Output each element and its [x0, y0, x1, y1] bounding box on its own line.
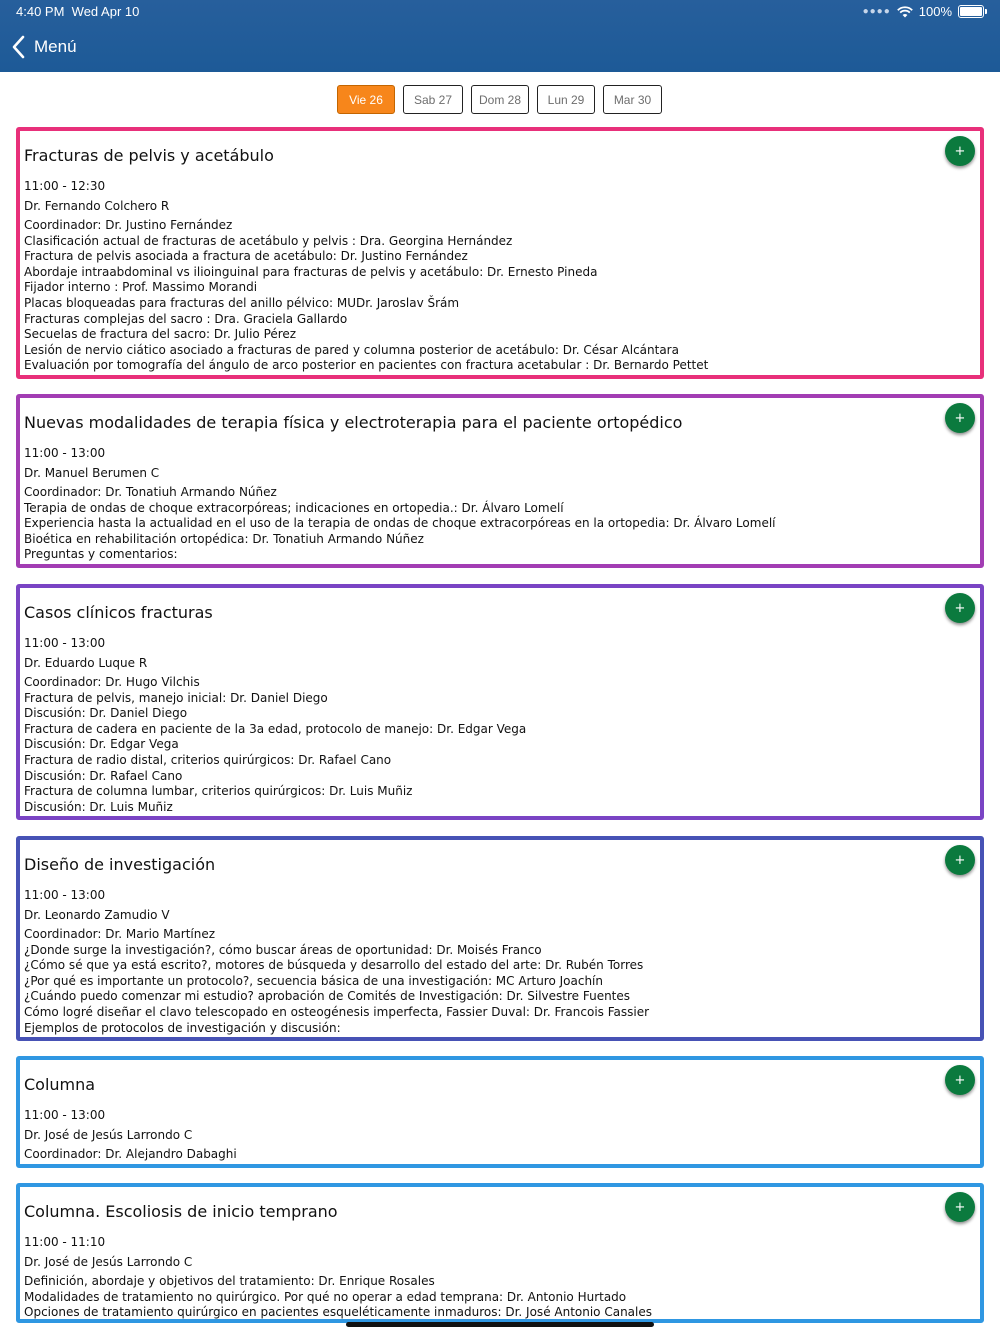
program-item: Fractura de radio distal, criterios quirúrgicos: Dr. Rafael Cano — [24, 752, 392, 767]
add-to-agenda-button[interactable]: + — [945, 136, 975, 166]
session-program — [24, 485, 980, 563]
program-item: Fractura de columna lumbar, criterios quirúrgicos: Dr. Luis Muñiz — [24, 784, 413, 799]
program-item: Coordinador: Dr. Justino Fernández — [24, 218, 233, 232]
program-item: Terapia de ondas de choque extracorpóreas; indicaciones en ortopedia.: Dr. Álvaro Lomelí — [24, 500, 564, 515]
program-item: Fracturas complejas del sacro : Dra. Graciela Gallardo — [24, 311, 348, 326]
program-item: Experiencia hasta la actualidad en el uso de la terapia de ondas de choque extracorpóreas en la ortopedia: Dr. Álvaro Lomelí — [24, 516, 776, 531]
program-item: Discusión: Dr. Rafael Cano — [24, 768, 183, 783]
session-time: 11:00 - 13:00 — [24, 446, 106, 460]
program-item: ¿Donde surge la investigación?, cómo buscar áreas de oportunidad: Dr. Moisés Franco — [24, 942, 542, 957]
session-card[interactable] — [16, 1183, 984, 1323]
add-to-agenda-button[interactable]: + — [945, 403, 975, 433]
session-time: 11:00 - 13:00 — [24, 636, 106, 650]
program-item: Cómo logré diseñar el clavo telescopado en osteogénesis imperfecta, Fassier Duval: Dr. Francois Fassier — [24, 1004, 650, 1019]
program-item: Fractura de pelvis, manejo inicial: Dr. Daniel Diego — [24, 690, 328, 705]
program-item: Bioética en rehabilitación ortopédica: Dr. Tonatiuh Armando Núñez — [24, 531, 424, 546]
session-title: Nuevas modalidades de terapia física y electroterapia para el paciente ortopédico — [24, 413, 683, 432]
home-indicator — [346, 1322, 654, 1327]
session-card[interactable] — [16, 836, 984, 1041]
program-item: Discusión: Dr. Daniel Diego — [24, 706, 188, 721]
session-title: Casos clínicos fracturas — [24, 603, 213, 622]
add-to-agenda-button[interactable]: + — [945, 1192, 975, 1222]
tab-lun-29[interactable]: Lun 29 — [537, 85, 595, 114]
session-program — [24, 927, 980, 1036]
back-label: Menú — [34, 37, 77, 56]
program-item: Preguntas y comentarios: — [24, 547, 178, 562]
program-item: Opciones de tratamiento quirúrgico en pacientes esqueléticamente inmaduros: Dr. José Antonio Canales — [24, 1305, 653, 1320]
nav-header — [0, 0, 1000, 72]
back-button[interactable] — [10, 34, 77, 60]
status-indicators — [863, 4, 984, 19]
program-item: Coordinador: Dr. Alejandro Dabaghi — [24, 1147, 237, 1161]
session-speaker: Dr. Leonardo Zamudio V — [24, 908, 170, 922]
status-date: Wed Apr 10 — [71, 4, 140, 19]
session-program — [24, 675, 980, 815]
session-card[interactable] — [16, 127, 984, 379]
program-item: Modalidades de tratamiento no quirúrgico. Por qué no operar a edad temprana: Dr. Antonio Hurtado — [24, 1289, 627, 1304]
session-title: Columna. Escoliosis de inicio temprano — [24, 1202, 338, 1221]
program-item: Fractura de pelvis asociada a fractura de acetábulo: Dr. Justino Fernández — [24, 249, 468, 264]
program-item: Coordinador: Dr. Tonatiuh Armando Núñez — [24, 485, 277, 499]
add-to-agenda-button[interactable]: + — [945, 845, 975, 875]
program-item: Coordinador: Dr. Hugo Vilchis — [24, 675, 200, 689]
program-item: Definición, abordaje y objetivos del tratamiento: Dr. Enrique Rosales — [24, 1274, 435, 1288]
day-tabs — [337, 85, 662, 114]
session-title: Columna — [24, 1075, 96, 1094]
session-card[interactable] — [16, 1056, 984, 1168]
tab-mar-30[interactable]: Mar 30 — [603, 85, 662, 114]
program-item: ¿Por qué es importante un protocolo?, secuencia básica de una investigación: MC Arturo Joachín — [24, 973, 603, 988]
tab-dom-28[interactable]: Dom 28 — [471, 85, 529, 114]
program-item: Ejemplos de protocolos de investigación y discusión: — [24, 1020, 341, 1035]
session-program — [24, 1147, 980, 1163]
program-item: Discusión: Dr. Luis Muñiz — [24, 799, 173, 814]
program-item: ¿Cómo sé que ya está escrito?, motores de búsqueda y desarrollo del estado del arte: Dr. Rubén Torres — [24, 958, 644, 973]
program-item: ¿Cuándo puedo comenzar mi estudio? aprobación de Comités de Investigación: Dr. Silvestre Fuentes — [24, 989, 631, 1004]
session-speaker: Dr. Manuel Berumen C — [24, 466, 160, 480]
session-program — [24, 218, 980, 374]
battery-percent: 100% — [918, 4, 952, 19]
session-program — [24, 1274, 980, 1321]
program-item: Fractura de cadera en paciente de la 3a edad, protocolo de manejo: Dr. Edgar Vega — [24, 721, 527, 736]
program-item: Discusión: Dr. Edgar Vega — [24, 737, 179, 752]
program-item: Abordaje intraabdominal vs ilioinguinal para fracturas de pelvis y acetábulo: Dr. Ernesto Pineda — [24, 264, 598, 279]
status-time — [16, 4, 139, 19]
multitasking-dots-icon: ●●●● — [862, 6, 891, 17]
session-time: 11:00 - 12:30 — [24, 179, 106, 193]
program-item: Clasificación actual de fracturas de acetábulo y pelvis : Dra. Georgina Hernández — [24, 233, 513, 248]
session-speaker: Dr. José de Jesús Larrondo C — [24, 1255, 193, 1269]
add-to-agenda-button[interactable]: + — [945, 593, 975, 623]
session-card[interactable] — [16, 584, 984, 820]
add-to-agenda-button[interactable]: + — [945, 1065, 975, 1095]
session-speaker: Dr. José de Jesús Larrondo C — [24, 1128, 193, 1142]
program-item: Evaluación por tomografía del ángulo de arco posterior en pacientes con fractura acetabular : Dr. Bernardo Pettet — [24, 358, 709, 373]
tab-vie-26[interactable]: Vie 26 — [337, 85, 395, 114]
session-time: 11:00 - 11:10 — [24, 1235, 106, 1249]
session-title: Fracturas de pelvis y acetábulo — [24, 146, 274, 165]
chevron-left-icon — [10, 34, 26, 60]
program-item: Secuelas de fractura del sacro: Dr. Julio Pérez — [24, 327, 297, 342]
program-item: Lesión de nervio ciático asociado a fracturas de pared y columna posterior de acetábulo: Dr. César Alcántara — [24, 342, 679, 357]
session-card[interactable] — [16, 394, 984, 568]
session-speaker: Dr. Fernando Colchero R — [24, 199, 170, 213]
session-time: 11:00 - 13:00 — [24, 888, 106, 902]
status-clock: 4:40 PM — [16, 4, 65, 19]
wifi-icon — [897, 6, 913, 18]
program-item: Fijador interno : Prof. Massimo Morandi — [24, 280, 258, 295]
battery-icon — [958, 5, 984, 18]
tab-sab-27[interactable]: Sab 27 — [403, 85, 463, 114]
program-item: Placas bloqueadas para fracturas del anillo pélvico: MUDr. Jaroslav Šrám — [24, 295, 460, 310]
session-time: 11:00 - 13:00 — [24, 1108, 106, 1122]
session-title: Diseño de investigación — [24, 855, 216, 874]
session-speaker: Dr. Eduardo Luque R — [24, 656, 148, 670]
program-item: Coordinador: Dr. Mario Martínez — [24, 927, 216, 941]
